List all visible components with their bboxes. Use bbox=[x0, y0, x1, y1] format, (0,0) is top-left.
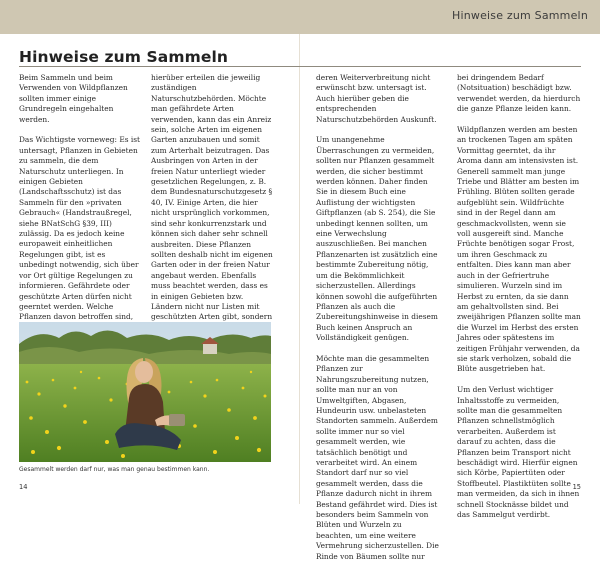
page-spine bbox=[299, 34, 300, 504]
paragraph: bei dringendem Bedarf (Notsituation) beschädigt bzw. verwendet werden, da hierdurch die ganze Pflanze leiden kann. bbox=[457, 73, 581, 114]
meadow-photo bbox=[19, 322, 271, 462]
title-rule bbox=[19, 66, 581, 67]
paragraph: hierüber erteilen die jeweilig zuständigen Naturschutzbehörden. Möchte man gefährdete Arten verwenden, kann das ein Anreiz sein, solche Arten im eigenen Garten anzubauen und somit zum Arterhalt beizutragen. Das Ausbringen von Arten in der freien Natur unterliegt wieder gesetzlichen Regelungen, z. B. dem Bundesnaturschutzgesetz § 40, IV. Einige Arten, die hier nicht ursprünglich vorkommen, sind sehr konkurrenzstark und können sich daher sehr schnell ausbreiten. Diese Pflanzen sollten deshalb nicht im eigenen Garten oder in der freien Natur angebaut werden. Ebenfalls muss beachtet werden, dass es in einigen Gebieten bzw. Ländern nicht nur Listen mit geschützten Arten gibt, sondern bbox=[151, 73, 273, 322]
text-column-2 bbox=[151, 73, 276, 344]
text-column-3 bbox=[316, 73, 440, 572]
paragraph: Beim Sammeln und beim Verwenden von Wildpflanzen sollten immer einige Grundregeln eingehalten werden. bbox=[19, 73, 128, 124]
paragraph: Um den Verlust wichtiger Inhaltsstoffe zu vermeiden, sollte man die gesammelten Pflanzen schnellstmöglich verarbeiten. Außerdem ist darauf zu achten, dass die Pflanzen beim Transport nicht beschädigt wird. Hierfür eignen sich Körbe, Papiertüten oder Stoffbeutel. Plastiktüten sollte man vermeiden, da sich in ihnen schnell Stocknässe bildet und das Sammelgut verdirbt. bbox=[457, 385, 580, 520]
text-column-1 bbox=[19, 73, 143, 364]
page-number-right: 15 bbox=[572, 483, 581, 491]
section-title: Hinweise zum Sammeln bbox=[19, 48, 228, 66]
paragraph: Möchte man die gesammelten Pflanzen zur Nahrungszubereitung nutzen, sollte man nur an von Umweltgiften, Abgasen, Hundeurin usw. unbelasteten Standorten sammeln. Außerdem sollte immer nur so viel gesammelt werden, wie tatsächlich benötigt und verarbeitet wird. An einem Standort darf nur so viel gesammelt werden, dass die Pflanze dadurch nicht in ihrem Bestand gefährdet wird. Dies ist besonders beim Sammeln von Blüten und Wurzeln zu beachten, um eine weitere Vermehrung sicherzustellen. Die Rinde von Bäumen sollte nur bbox=[316, 353, 439, 561]
paragraph: Wildpflanzen werden am besten an trockenen Tagen am späten Vormittag geerntet, da ihr Aroma dann am intensivsten ist. Generell sammelt man junge Triebe und Blätter am besten im Frühling. Blüten sollten gerade aufgeblüht sein. Wildfrüchte sind in der Regel dann am geschmackvollsten, wenn sie voll ausgereift sind. Manche Früchte benötigen sogar Frost, um ihren Geschmack zu entfalten. Dies kann man aber auch in der Gefriertruhe simulieren. Wurzeln sind im Herbst zu ernten, da sie dann am gehaltvollsten sind. Bei zweijährigen Pflanzen sollte man die Wurzel im Herbst des ersten Jahres oder spätestens im zeitigen Frühjahr verwenden, da sie stark verholzen, sobald die Blüte ausgetrieben hat. bbox=[457, 125, 581, 374]
running-header-title: Hinweise zum Sammeln bbox=[451, 9, 588, 22]
photo-caption: Gesammelt werden darf nur, was man genau bestimmen kann. bbox=[19, 466, 210, 473]
text-column-4 bbox=[457, 73, 581, 531]
paragraph: Um unangenehme Überraschungen zu vermeiden, sollten nur Pflanzen gesammelt werden, die sicher bestimmt werden können. Daher finden Sie in diesem Buch eine Auflistung der wichtigsten Giftpflanzen (ab S. 254), die Sie unbedingt kennen sollten, um eine Verwechslung auszuschließen. Bei manchen Pflanzenarten ist zusätzlich eine bestimmte Zubereitung nötig, um die Bekömmlichkeit sicherzustellen. Allerdings können sowohl die aufgeführten Pflanzen als auch die Zubereitungshinweise in diesem Buch keinen Anspruch an Vollständigkeit genügen. bbox=[316, 135, 438, 343]
meadow-photo-image bbox=[19, 322, 271, 462]
paragraph: deren Weiterverbreitung nicht erwünscht bzw. untersagt ist. Auch hierüber geben die entsprechenden Naturschutzbehörden Auskunft. bbox=[316, 73, 437, 124]
paragraph: Das Wichtigste vorneweg: Es ist untersagt, Pflanzen in Gebieten zu sammeln, die dem Naturschutz unterliegen. In einigen Gebieten (Landschaftsschutz) ist das Sammeln für den »privaten Gebrauch« (Handstraußregel, siehe BNatSchG §39, III) zulässig. Da es jedoch keine europaweit einheitlichen Regelungen gibt, ist es unbedingt notwendig, sich über vor Ort gültige Regelungen zu informieren. Gefährdete oder geschützte Arten dürfen nicht geerntet werden. Welche Pflanzen davon betroffen sind, bbox=[19, 135, 140, 322]
page-number-left: 14 bbox=[19, 483, 28, 491]
